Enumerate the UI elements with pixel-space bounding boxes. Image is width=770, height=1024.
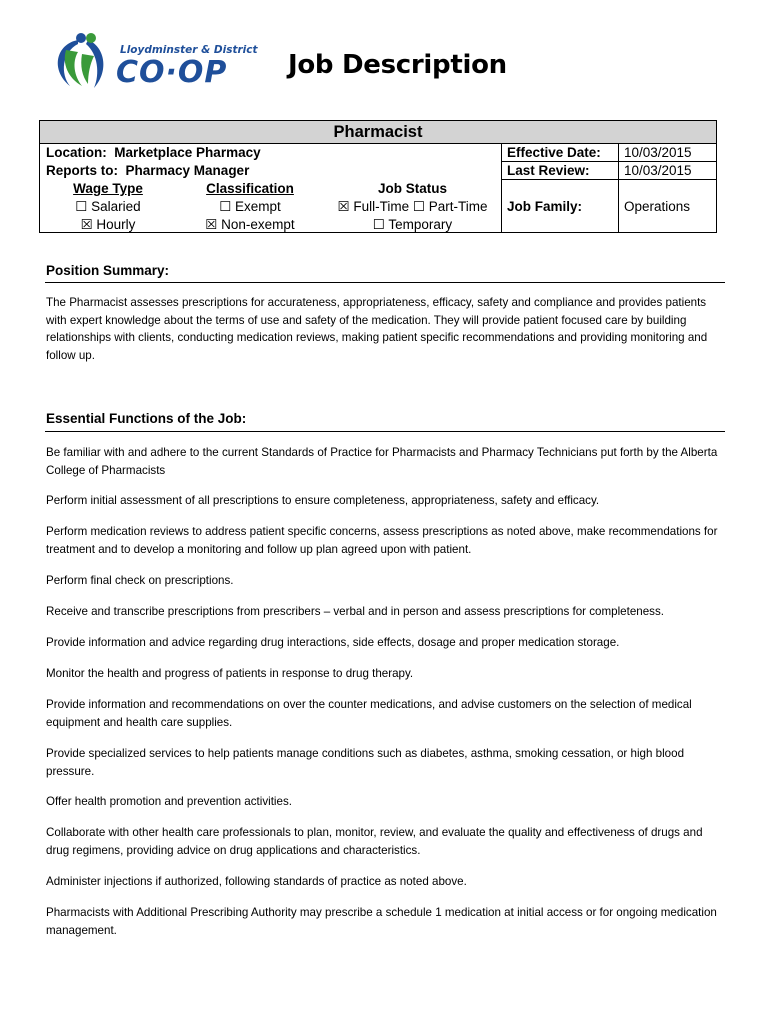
location-value: Marketplace Pharmacy — [114, 145, 261, 160]
last-review-label: Last Review: — [507, 163, 590, 178]
function-item: Perform initial assessment of all prescriptions to ensure completeness, appropriateness, safety and efficacy. — [46, 494, 600, 507]
reports-row — [46, 162, 249, 179]
wage-salaried-option: ☐ Salaried — [75, 199, 141, 214]
class-exempt-option: ☐ Exempt — [219, 199, 281, 214]
job-status-header: Job Status — [377, 181, 447, 196]
reports-label: Reports to: — [46, 163, 118, 178]
position-title: Pharmacist — [40, 121, 716, 144]
location-label: Location: — [46, 145, 107, 160]
table-divider — [618, 143, 619, 232]
function-item: Perform final check on prescriptions. — [46, 574, 234, 587]
document-title: Job Description — [288, 50, 507, 80]
job-status-temporary: ☐ Temporary — [372, 217, 453, 232]
wage-type-header: Wage Type — [73, 181, 143, 196]
location-row — [46, 144, 261, 161]
function-item: Be familiar with and adhere to the current Standards of Practice for Pharmacists and Pharmacy Technicians put forth by the Alberta College of Pharmacists — [46, 446, 718, 477]
job-status-fulltime-parttime: ☒ Full-Time ☐ Part-Time — [337, 199, 488, 214]
last-review-value: 10/03/2015 — [624, 163, 692, 178]
essential-functions-heading: Essential Functions of the Job: — [46, 411, 247, 426]
section-rule — [45, 431, 725, 432]
job-info-table — [39, 120, 717, 233]
effective-date-label: Effective Date: — [507, 145, 601, 160]
classification-header: Classification — [206, 181, 294, 196]
function-item: Provide specialized services to help patients manage conditions such as diabetes, asthma, smoking cessation, or high blood pressure. — [46, 747, 685, 778]
reports-value: Pharmacy Manager — [125, 163, 250, 178]
coop-logo — [48, 30, 258, 96]
function-item: Provide information and recommendations on over the counter medications, and advise customers on the selection of medical equipment and health care supplies. — [46, 698, 692, 729]
coop-logo-graphic — [48, 30, 258, 96]
position-summary-text: The Pharmacist assesses prescriptions for accurateness, appropriateness, efficacy, safety and compliance and provides patients with expert knowledge about the terms of use and safety of the medication. They will provide patient focused care by building relationships with clients, conducting medication reviews, making patient specific recommendations and providing monitoring and follow up. — [46, 296, 708, 362]
logo-text-main: CO·OP — [116, 55, 228, 90]
function-item: Offer health promotion and prevention activities. — [46, 795, 292, 808]
wage-hourly-option: ☒ Hourly — [80, 217, 136, 232]
effective-date-value: 10/03/2015 — [624, 145, 692, 160]
function-item: Administer injections if authorized, following standards of practice as noted above. — [46, 875, 467, 888]
job-family-value: Operations — [624, 199, 691, 214]
job-family-label: Job Family: — [507, 199, 583, 214]
function-item: Pharmacists with Additional Prescribing Authority may prescribe a schedule 1 medication at initial access or for ongoing medication management. — [46, 906, 717, 937]
class-nonexempt-option: ☒ Non-exempt — [205, 217, 295, 232]
table-divider — [501, 143, 502, 232]
function-item: Monitor the health and progress of patients in response to drug therapy. — [46, 667, 414, 680]
logo-text-top: Lloydminster & District — [120, 44, 258, 56]
function-item: Receive and transcribe prescriptions from prescribers – verbal and in person and assess prescriptions for completeness. — [46, 605, 664, 618]
table-divider — [501, 179, 716, 180]
section-rule — [45, 282, 725, 283]
position-summary-heading: Position Summary: — [46, 263, 170, 278]
function-item: Provide information and advice regarding drug interactions, side effects, dosage and proper medication storage. — [46, 636, 620, 649]
function-item: Collaborate with other health care professionals to plan, monitor, review, and evaluate the quality and effectiveness of drugs and drug regimens, providing advice on drug applications and characteristics. — [46, 826, 703, 857]
function-item: Perform medication reviews to address patient specific concerns, assess prescriptions as noted above, make recommendations for treatment and to develop a monitoring and follow up plan agreed upon with patient. — [46, 525, 718, 556]
